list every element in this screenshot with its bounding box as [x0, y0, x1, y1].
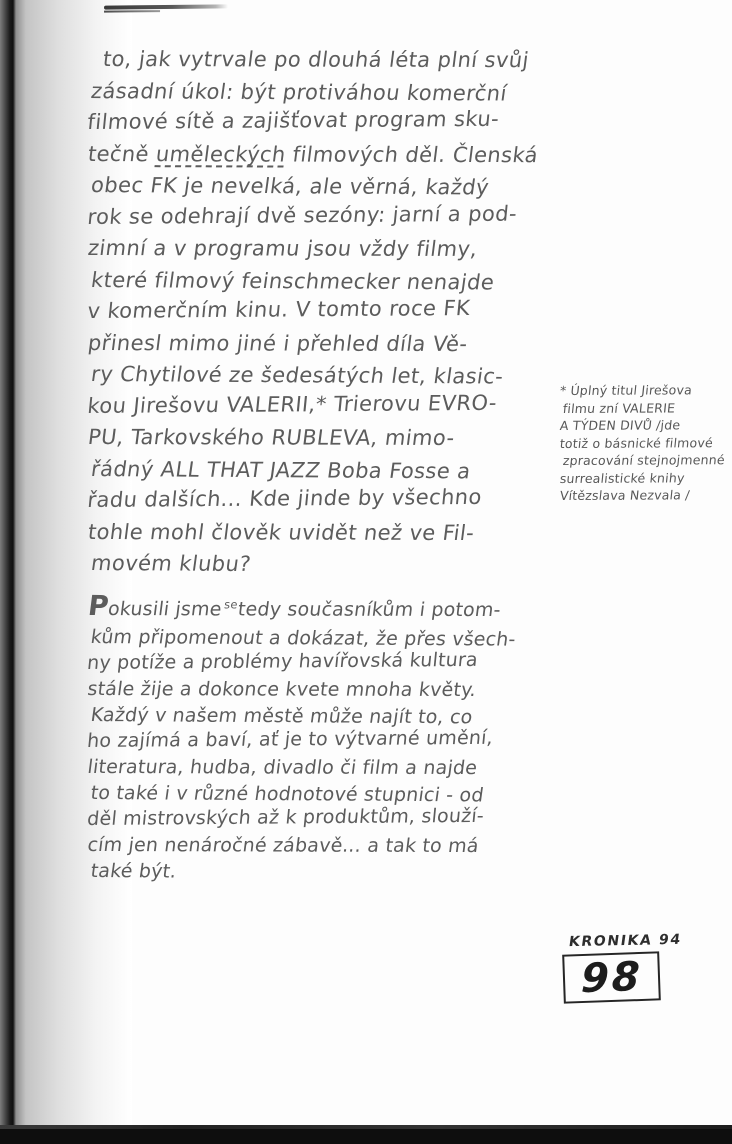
inserted-word: se [223, 596, 239, 611]
text-line: filmu zní VALERIE [562, 399, 676, 416]
scan-edge-bottom [0, 1129, 732, 1144]
text-line: které filmový feinschmecker nenajde [89, 267, 496, 294]
margin-footnote [559, 382, 732, 505]
text-line: to, jak vytrvale po dlouhá léta plní svůj [101, 47, 531, 73]
text-line: řádný ALL THAT JAZZ Boba Fosse a [89, 456, 473, 483]
text-line: Každý v našem městě může najít to, co [89, 703, 475, 728]
text-line: ny potíže a problémy havířovská kultura [86, 648, 479, 674]
text-line: kům připomenout a dokázat, že přes všech- [89, 625, 518, 651]
text-line: stále žije a dokonce kvete mnoha květy. [86, 677, 478, 701]
text-line: Vítězslava Nezvala / [559, 487, 691, 504]
text-line: děl mistrovských až k produktům, slouží- [86, 804, 486, 830]
text-line: movém klubu? [89, 551, 253, 576]
underlined-word: uměleckých [154, 141, 288, 167]
text-line: to také i v různé hodnotové stupnici - od [89, 781, 486, 806]
text-line: PU, Tarkovského RUBLEVA, mimo- [86, 425, 457, 450]
text-line: také být. [89, 859, 178, 883]
text-line: ho zajímá a baví, ať je to výtvarné umění, [86, 726, 495, 752]
text-line: obec FK je nevelká, ale věrná, každý [89, 173, 491, 200]
text-line: rok se odehrají dvě sezóny: jarní a pod- [86, 201, 519, 229]
text-line: řadu dalších... Kde jinde by všechno [86, 484, 484, 513]
text-line: A TÝDEN DIVŮ /jde [559, 417, 682, 434]
text-line: v komerčním kinu. V tomto roce FK [86, 295, 472, 324]
text-line: cím jen nenáročné zábavě... a tak to má [86, 833, 481, 857]
page-number-box [562, 951, 661, 1003]
text-line: Pokusili jsme$^{se}$tedy současníkům i potom- [86, 589, 503, 622]
scan-artifact-top [104, 4, 228, 9]
paragraph-2 [86, 589, 591, 884]
text-line: zásadní úkol: být protiváhou komerční [89, 78, 509, 106]
text-line: filmové sítě a zajišťovat program sku- [86, 106, 501, 135]
main-text-block [86, 44, 591, 884]
text-line: tohle mohl člověk uvidět než ve Fil- [86, 519, 476, 545]
text-line: literatura, hudba, divadlo či film a najde [86, 755, 479, 779]
text-line: přinesl mimo jiné i přehled díla Vě- [86, 330, 469, 356]
page-number: 98 [579, 953, 644, 1002]
text-line: kou Jirešovu VALERII,* Trierovu EVRO- [86, 390, 499, 418]
drop-cap: P [86, 589, 111, 622]
text-line: zpracování stejnojmenné [562, 452, 726, 469]
text-line: zimní a v programu jsou vždy filmy, [86, 236, 479, 262]
text-line: surrealistické knihy [559, 469, 686, 486]
text-line: totiž o básnické filmové [559, 434, 714, 451]
paragraph-1 [86, 44, 591, 580]
text-line: tečně uměleckých filmových děl. Členská [86, 141, 540, 167]
chronicle-label: KRONIKA 94 [567, 931, 683, 951]
text-line: * Úplný titul Jirešova [559, 382, 693, 399]
text-line: ry Chytilové ze šedesátých let, klasic- [89, 362, 505, 389]
